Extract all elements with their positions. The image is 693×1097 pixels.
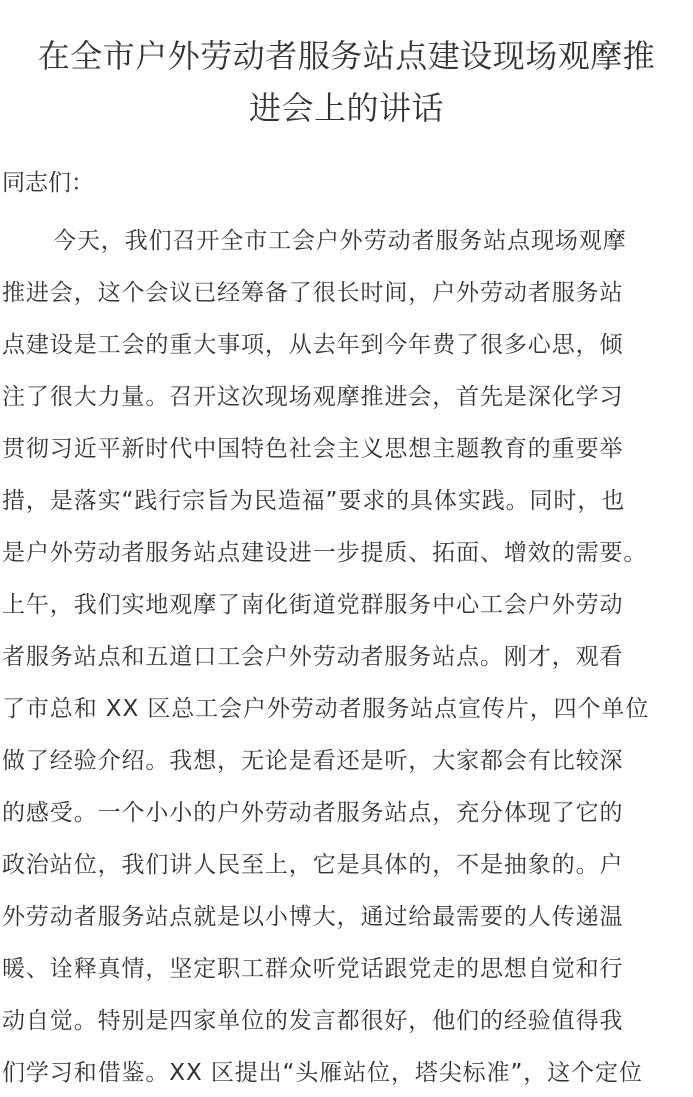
body-line: 措，是落实“践行宗旨为民造福”要求的具体实践。同时，也 — [2, 488, 626, 514]
body-line: 今天，我们召开全市工会户外劳动者服务站点现场观摩 — [53, 228, 627, 254]
body-line: 是户外劳动者服务站点建设进一步提质、拓面、增效的需要。 — [2, 540, 648, 566]
body-line: 做了经验介绍。我想，无论是看还是听，大家都会有比较深 — [2, 748, 624, 774]
body-line: 的感受。一个小小的户外劳动者服务站点，充分体现了它的 — [2, 800, 624, 826]
document-title — [0, 30, 693, 134]
body-line: 点建设是工会的重大事项，从去年到今年费了很多心思，倾 — [2, 332, 624, 358]
title-line-1: 在全市户外劳动者服务站点建设现场观摩推 — [37, 37, 656, 75]
body-line: 了市总和 XX 区总工会户外劳动者服务站点宣传片，四个单位 — [2, 696, 650, 722]
body-line: 动自觉。特别是四家单位的发言都很好，他们的经验值得我 — [2, 1008, 624, 1034]
body-line: 们学习和借鉴。XX 区提出“头雁站位，塔尖标准”，这个定位 — [2, 1060, 643, 1086]
salutation: 同志们： — [2, 170, 94, 196]
speech-body — [2, 215, 693, 1097]
body-line: 外劳动者服务站点就是以小博大，通过给最需要的人传递温 — [2, 904, 624, 930]
body-line: 注了很大力量。召开这次现场观摩推进会，首先是深化学习 — [2, 384, 624, 410]
body-line: 者服务站点和五道口工会户外劳动者服务站点。刚才，观看 — [2, 644, 624, 670]
body-line: 推进会，这个会议已经筹备了很长时间，户外劳动者服务站 — [2, 280, 624, 306]
body-line: 贯彻习近平新时代中国特色社会主义思想主题教育的重要举 — [2, 436, 624, 462]
body-line: 暖、诠释真情，坚定职工群众听党话跟党走的思想自觉和行 — [2, 956, 624, 982]
title-line-2: 进会上的讲话 — [248, 89, 444, 127]
body-line: 上午，我们实地观摩了南化街道党群服务中心工会户外劳动 — [2, 592, 624, 618]
body-line: 政治站位，我们讲人民至上，它是具体的，不是抽象的。户 — [2, 852, 624, 878]
